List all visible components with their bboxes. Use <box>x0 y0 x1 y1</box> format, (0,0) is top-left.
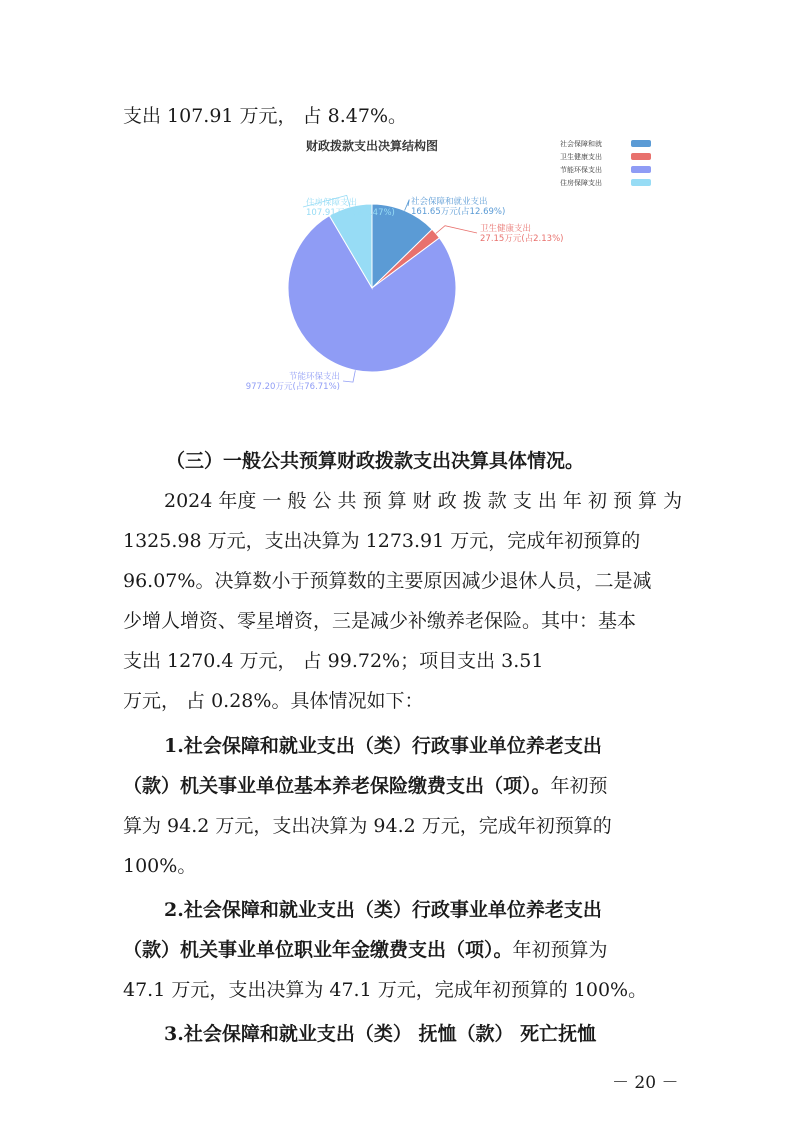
page-number: － 20 － <box>612 1073 679 1093</box>
data-label-value-social-security: 161.65万元(占12.69%) <box>411 207 506 217</box>
data-label-name-health: 卫生健康支出 <box>480 224 532 234</box>
pie-chart <box>200 128 670 398</box>
body-text-line: 支出 107.91 万元， 占 8.47%。 <box>123 105 407 127</box>
data-label-name-housing: 住房保障支出 <box>306 198 358 208</box>
item-heading-part: （款）机关事业单位基本养老保险缴费支出（项）。 <box>123 775 551 797</box>
legend-swatch-housing <box>631 179 651 186</box>
pie-chart-svg <box>200 128 670 398</box>
label-leader-environment <box>343 370 355 382</box>
body-text-line: 100%。 <box>123 855 197 877</box>
body-text-line: 万元， 占 0.28%。具体情况如下： <box>123 690 424 712</box>
legend-swatch-social-security <box>631 140 651 147</box>
legend-swatch-environment <box>631 166 651 173</box>
data-label-value-housing: 107.91万元(占8.47%) <box>306 208 395 218</box>
body-text-line: 47.1 万元，支出决算为 47.1 万元，完成年初预算的 100%。 <box>123 979 648 1001</box>
section-heading: （三）一般公共预算财政拨款支出决算具体情况。 <box>166 450 585 472</box>
body-text-line: 96.07%。决算数小于预算数的主要原因减少退休人员，二是减 <box>123 570 652 592</box>
body-text-line: 1325.98 万元，支出决算为 1273.91 万元，完成年初预算的 <box>123 530 641 552</box>
label-leader-social-security <box>405 200 410 211</box>
pie-slices <box>288 204 456 372</box>
item-heading: 2.社会保障和就业支出（类）行政事业单位养老支出 <box>164 899 602 921</box>
body-text-line: 少增人增资、零星增资，三是减少补缴养老保险。其中：基本 <box>123 610 637 632</box>
data-label-value-health: 27.15万元(占2.13%) <box>480 234 564 244</box>
data-label-name-environment: 节能环保支出 <box>288 372 340 382</box>
legend-label-environment: 节能环保支出 <box>560 166 602 174</box>
chart-title: 财政拨款支出决算结构图 <box>305 139 439 153</box>
legend-label-health: 卫生健康支出 <box>560 153 602 161</box>
item-heading: 3.社会保障和就业支出（类） 抚恤（款） 死亡抚恤 <box>164 1023 597 1045</box>
data-label-value-environment: 977.20万元(占76.71%) <box>245 382 340 392</box>
label-leader-health <box>436 226 477 234</box>
body-text-part: 年初预算为 <box>512 939 608 961</box>
data-label-name-social-security: 社会保障和就业支出 <box>411 197 488 207</box>
body-text-line: 支出 1270.4 万元， 占 99.72%；项目支出 3.51 <box>123 650 544 672</box>
legend-label-social-security: 社会保障和就 <box>560 140 602 148</box>
chart-legend <box>560 139 651 187</box>
item-heading-part: （款）机关事业单位职业年金缴费支出（项）。 <box>123 939 513 961</box>
body-text-part: 年初预 <box>550 775 608 797</box>
item-heading-line <box>123 938 608 962</box>
body-text-line: 算为 94.2 万元，支出决算为 94.2 万元，完成年初预算的 <box>123 815 612 837</box>
item-heading-line <box>123 774 608 798</box>
item-heading: 1.社会保障和就业支出（类）行政事业单位养老支出 <box>164 735 602 757</box>
body-text-line: 2024 年度 一 般 公 共 预 算 财 政 拨 款 支 出 年 初 预 算 为 <box>164 490 683 512</box>
legend-label-housing: 住房保障支出 <box>560 179 602 187</box>
legend-swatch-health <box>631 153 651 160</box>
